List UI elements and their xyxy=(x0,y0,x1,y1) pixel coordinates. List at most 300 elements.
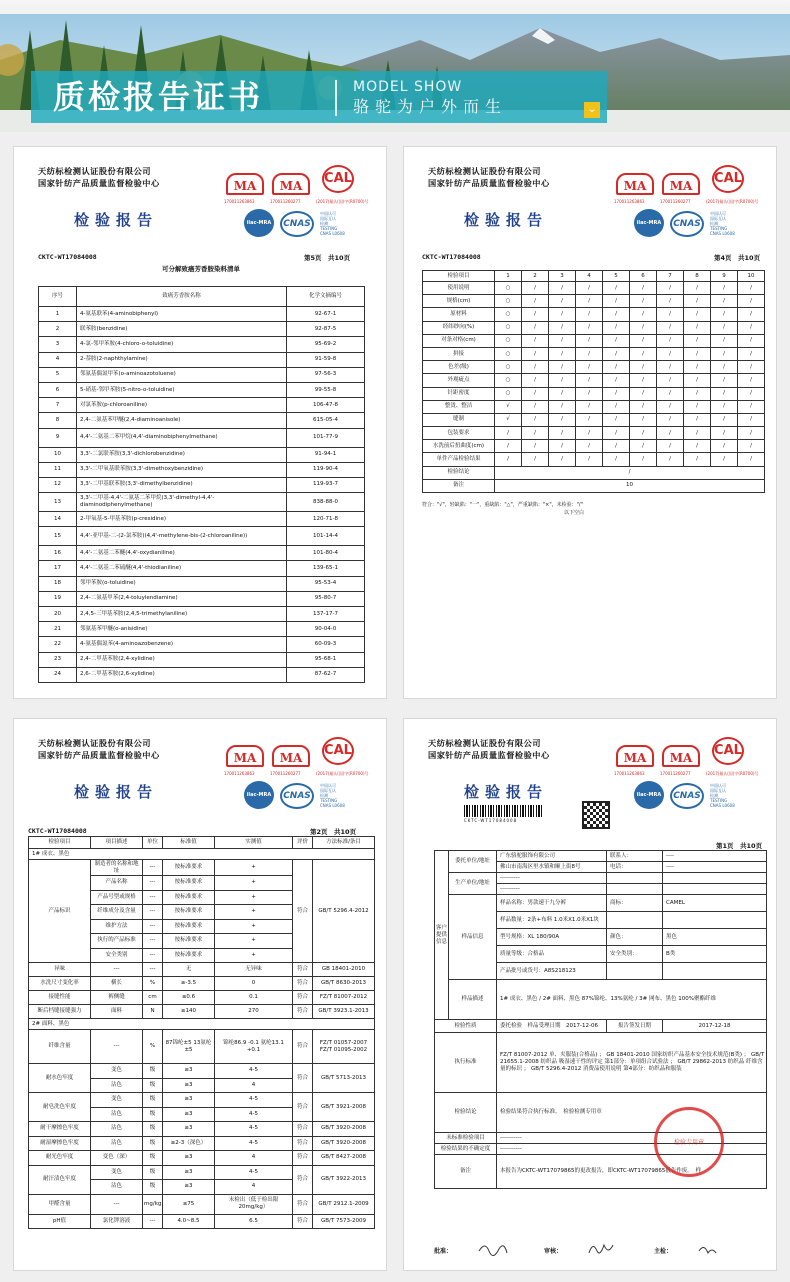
table-cell: 沾色 xyxy=(91,1078,143,1093)
page-number: 第1页 共10页 xyxy=(716,842,763,850)
table-row xyxy=(435,873,767,884)
table-cell: / xyxy=(603,427,630,440)
table-cell: 制造者的名称和地址 xyxy=(91,860,143,876)
table-cell: GB/T 7573-2009 xyxy=(313,1214,375,1229)
table-cell xyxy=(607,873,663,884)
table-cell: 5-硝基-邻甲苯胺(5-nitro-o-toluidine) xyxy=(77,382,287,397)
table-cell: / xyxy=(630,282,657,295)
table-cell: + xyxy=(215,919,293,934)
table-cell: 4-5 xyxy=(215,1165,293,1180)
report-card-page1 xyxy=(403,718,777,1271)
table-cell: GB/T 3920-2008 xyxy=(313,1136,375,1151)
table-cell: / xyxy=(684,387,711,400)
table-cell: 级 xyxy=(143,1151,163,1166)
table-row xyxy=(423,295,765,308)
table-cell: 9 xyxy=(39,428,77,447)
table-cell: 样品描述 xyxy=(449,980,497,1020)
table-cell: / xyxy=(522,440,549,453)
table-cell: ---------- xyxy=(497,884,607,895)
table-cell: 17 xyxy=(39,561,77,576)
cnas-logo: CNAS xyxy=(280,783,314,809)
table-row xyxy=(29,991,375,1005)
col-header: 项目描述 xyxy=(91,837,143,849)
org-header xyxy=(38,165,160,189)
table-cell: 92-87-5 xyxy=(287,322,365,337)
table-cell: 24 xyxy=(39,667,77,682)
table-row xyxy=(39,398,365,413)
table-header xyxy=(29,837,375,849)
table-cell: ≥3 xyxy=(163,1078,215,1093)
table-cell: 级 xyxy=(143,1180,163,1195)
barcode-text: CKTC-WT17084008 xyxy=(464,818,518,823)
table-cell: 按标准要求 xyxy=(163,919,215,934)
cnas-logo: CNAS xyxy=(280,211,314,237)
table-cell: / xyxy=(603,295,630,308)
table-row xyxy=(435,1020,767,1033)
table-cell: / xyxy=(711,453,738,466)
table-cell: / xyxy=(630,308,657,321)
table-cell: 针距密度 xyxy=(423,387,495,400)
table-cell: / xyxy=(549,282,576,295)
table-cell: FZ/T 81007-2012 单、夹服装(合格品) ； GB 18401-2010 国家纺织产品基本安全技术规范(B类) ； GB/T 21655.1-2008 纺织品 吸湿速干性的评定 第1部分：单项组合试验法 ； GB/T 29862-2013 纺织品 纤维含量的标识 ； GB/T 5296.4-2012 消费品使用说明 第4部分：纺织品和服装 xyxy=(497,1033,767,1093)
table-cell: 色差(级) xyxy=(423,361,495,374)
table-cell: / xyxy=(738,413,765,426)
col-header: 方法标准/条目 xyxy=(313,837,375,849)
table-row xyxy=(423,413,765,426)
table-cell: ≥3 xyxy=(163,1151,215,1166)
table-row xyxy=(423,334,765,347)
cal-logo: CAL xyxy=(322,165,354,193)
table-cell: / xyxy=(549,308,576,321)
appearance-table xyxy=(422,270,765,493)
table-row xyxy=(39,512,365,527)
table-cell: GB/T 8630-2013 xyxy=(313,977,375,991)
main-tester-label: 主检： xyxy=(654,1248,673,1255)
org-name: 天纺标检测认证股份有限公司 xyxy=(38,166,151,176)
table-cell: 2,4-二甲基苯胺(2,4-xylidine) xyxy=(77,652,287,667)
table-row xyxy=(29,1122,375,1137)
table-row xyxy=(423,374,765,387)
table-cell: / xyxy=(738,387,765,400)
table-cell: 2 xyxy=(39,322,77,337)
table-cell: / xyxy=(711,387,738,400)
table-cell: / xyxy=(522,308,549,321)
table-cell: 备注 xyxy=(423,479,495,492)
table-cell: / xyxy=(522,347,549,360)
table-row xyxy=(39,637,365,652)
table-cell: / xyxy=(630,334,657,347)
table-cell: 11 xyxy=(39,462,77,477)
table-cell: 耐湿摩擦色牢度 xyxy=(29,1136,91,1151)
table-cell: / xyxy=(576,387,603,400)
cal-number: (2017)量认(国)字(R0700)号 xyxy=(316,199,369,204)
table-row xyxy=(39,322,365,337)
table-cell: 4-5 xyxy=(215,1093,293,1108)
table-cell: GB/T 3921-2008 xyxy=(313,1093,375,1122)
table-cell: / xyxy=(630,453,657,466)
table-cell: 101-14-4 xyxy=(287,527,365,546)
table-cell: / xyxy=(495,466,765,479)
table-cell: 使用说明 xyxy=(423,282,495,295)
table-cell: 电话： xyxy=(607,862,663,873)
table-cell: 符合 xyxy=(293,1030,313,1064)
table-cell: 符合 xyxy=(293,977,313,991)
title-slogan: 骆驼为户外而生 xyxy=(353,97,508,116)
col-header: 致癌芳香胺名称 xyxy=(77,287,287,307)
table-cell: / xyxy=(630,413,657,426)
cnas-text: 中国认可 国际互认 检测 TESTING CNAS L0608 xyxy=(710,783,735,808)
table-cell: / xyxy=(576,413,603,426)
table-cell: 4-5 xyxy=(215,1122,293,1137)
table-row xyxy=(29,1005,375,1019)
table-cell: 耐水色牢度 xyxy=(29,1064,91,1093)
table-cell: / xyxy=(522,400,549,413)
table-cell: 检验结果符合执行标准。 检验检测专用章 xyxy=(497,1093,767,1133)
table-row xyxy=(39,561,365,576)
table-cell: / xyxy=(630,361,657,374)
col-header: 序号 xyxy=(39,287,77,307)
table-cell: 95-53-4 xyxy=(287,576,365,591)
table-cell: ○ xyxy=(495,295,522,308)
table-cell: √ xyxy=(495,400,522,413)
table-cell: / xyxy=(522,427,549,440)
ma-logo: MA xyxy=(616,173,654,195)
certification-logos xyxy=(224,165,384,245)
table-cell: / xyxy=(738,321,765,334)
qr-code xyxy=(582,801,610,829)
table-cell: / xyxy=(711,308,738,321)
table-cell: √ xyxy=(495,413,522,426)
table-cell: 4,4'-二氨基二苯硫醚(4,4'-thiodianiline) xyxy=(77,561,287,576)
table-cell: ≥3 xyxy=(163,1122,215,1137)
table-cell: 16 xyxy=(39,546,77,561)
table-cell: / xyxy=(630,295,657,308)
table-cell: 级 xyxy=(143,1093,163,1108)
table-cell: 13 xyxy=(39,493,77,512)
table-cell: / xyxy=(711,361,738,374)
table-cell xyxy=(663,963,767,980)
cnas-logo: CNAS xyxy=(670,783,704,809)
table-cell: 95-69-2 xyxy=(287,337,365,352)
table-cell: / xyxy=(684,374,711,387)
table-row xyxy=(39,447,365,462)
table-cell: 符合 xyxy=(293,1064,313,1093)
table-cell: 7 xyxy=(39,398,77,413)
table-cell: 拼接 xyxy=(423,347,495,360)
table-cell: 符合 xyxy=(293,1214,313,1229)
table-cell: GB 18401-2010 xyxy=(313,963,375,977)
table-cell: 4-5 xyxy=(215,1064,293,1079)
table-row xyxy=(39,413,365,428)
table-cell: 颜色： xyxy=(607,929,663,946)
table-cell xyxy=(663,884,767,895)
table-cell: 4-5 xyxy=(215,1136,293,1151)
table-subtitle: 可分解致癌芳香胺染料清单 xyxy=(162,265,240,273)
table-row xyxy=(435,895,767,912)
table-cell: / xyxy=(738,295,765,308)
table-cell: / xyxy=(684,400,711,413)
table-cell: % xyxy=(143,977,163,991)
table-cell: / xyxy=(630,400,657,413)
table-row xyxy=(423,347,765,360)
table-cell: 22 xyxy=(39,637,77,652)
table-cell: 符合 xyxy=(293,1122,313,1137)
table-cell: 水洗尺寸变化率 xyxy=(29,977,91,991)
table-cell: 0.1 xyxy=(215,991,293,1005)
table-cell: / xyxy=(549,361,576,374)
table-cell: 单件产品检验结果 xyxy=(423,453,495,466)
group-row xyxy=(29,849,375,860)
table-row xyxy=(423,440,765,453)
table-cell: 检验性质 xyxy=(435,1020,497,1033)
table-cell: % xyxy=(143,1030,163,1064)
table-cell: ○ xyxy=(495,334,522,347)
report-number: CKTC-WT17084008 xyxy=(28,827,87,835)
table-cell: / xyxy=(684,347,711,360)
col-header: 1 xyxy=(495,271,522,282)
table-cell: / xyxy=(576,334,603,347)
table-cell: 2-甲氧基-5-甲基苯胺(p-cresidine) xyxy=(77,512,287,527)
table-cell: / xyxy=(603,387,630,400)
table-cell: 3 xyxy=(39,337,77,352)
table-cell: / xyxy=(711,413,738,426)
certification-logos xyxy=(614,737,774,817)
table-cell: 符合 xyxy=(293,1194,313,1214)
table-cell: --- xyxy=(143,934,163,949)
table-cell: 4 xyxy=(215,1180,293,1195)
ilac-logo: ilac-MRA xyxy=(634,781,664,809)
table-cell: / xyxy=(684,308,711,321)
table-cell: / xyxy=(603,440,630,453)
table-cell: --- xyxy=(143,876,163,891)
table-cell: FZ/T 81007-2012 xyxy=(313,991,375,1005)
blank-note: 以下空白 xyxy=(564,510,585,516)
table-cell: 执行的产品标准 xyxy=(91,934,143,949)
table-cell: ≥3 xyxy=(163,1093,215,1108)
table-row xyxy=(39,428,365,447)
table-cell: / xyxy=(738,308,765,321)
ma-logo: MA xyxy=(226,173,264,195)
table-cell: CAMEL xyxy=(663,895,767,912)
table-cell: ○ xyxy=(495,374,522,387)
table-cell: ≥-3.5 xyxy=(163,977,215,991)
table-cell: 4,4'-二氨基二苯甲烷(4,4'-diaminobiphenylmethane) xyxy=(77,428,287,447)
table-cell: 91-94-1 xyxy=(287,447,365,462)
table-cell: + xyxy=(215,876,293,891)
table-cell: 级 xyxy=(143,1136,163,1151)
table-cell: 级 xyxy=(143,1064,163,1079)
table-cell: 按标准要求 xyxy=(163,890,215,905)
table-cell: / xyxy=(522,334,549,347)
report-card-page2 xyxy=(13,718,387,1271)
table-cell: 安全类别 xyxy=(91,948,143,963)
table-cell: 委托单位/地址 xyxy=(449,851,497,873)
table-cell: 符合 xyxy=(293,991,313,1005)
table-cell: / xyxy=(576,374,603,387)
ma-number: 170011263863 xyxy=(614,771,645,776)
table-row xyxy=(39,352,365,367)
table-cell: / xyxy=(603,282,630,295)
table-cell xyxy=(607,884,663,895)
table-cell: + xyxy=(215,905,293,920)
table-cell: / xyxy=(603,347,630,360)
table-cell: FZ/T 01057-2007 FZ/T 01095-2002 xyxy=(313,1030,375,1064)
cal-number: (2017)量认(国)字(R0700)号 xyxy=(316,771,369,776)
table-cell: ≥2-3（深色） xyxy=(163,1136,215,1151)
table-cell: / xyxy=(630,440,657,453)
table-cell: 14 xyxy=(39,512,77,527)
table-cell: / xyxy=(576,321,603,334)
table-cell: 邻甲苯胺(o-toluidine) xyxy=(77,576,287,591)
table-cell: 耐光色牢度 xyxy=(29,1151,91,1166)
table-cell: / xyxy=(576,440,603,453)
col-header: 单位 xyxy=(143,837,163,849)
table-cell: 符合 xyxy=(293,1136,313,1151)
table-cell: / xyxy=(576,295,603,308)
table-cell: --- xyxy=(143,860,163,876)
col-header: 评价 xyxy=(293,837,313,849)
table-cell: / xyxy=(657,361,684,374)
table-cell: 裤侧缝 xyxy=(91,991,143,1005)
table-row xyxy=(435,980,767,1020)
table-cell: 符合 xyxy=(293,1005,313,1019)
table-cell: 2017-12-18 xyxy=(663,1020,767,1033)
table-cell: / xyxy=(711,334,738,347)
table-cell: / xyxy=(522,295,549,308)
table-cell: ≥3 xyxy=(163,1064,215,1079)
table-cell: 未标准检验项目 xyxy=(435,1133,497,1144)
table-row xyxy=(423,321,765,334)
col-header: 3 xyxy=(549,271,576,282)
ma-logo: MA xyxy=(272,745,310,767)
table-cell: 4.0~8.5 xyxy=(163,1214,215,1229)
table-cell: / xyxy=(738,440,765,453)
table-cell: / xyxy=(495,440,522,453)
col-header: 6 xyxy=(630,271,657,282)
table-cell: 4-5 xyxy=(215,1107,293,1122)
ma-logo: MA xyxy=(662,173,700,195)
table-row xyxy=(29,1093,375,1108)
table-cell: 4,4'-二氨基二苯醚(4,4'-oxydianiline) xyxy=(77,546,287,561)
table-cell xyxy=(663,912,767,929)
table-row xyxy=(29,963,375,977)
table-cell: 1# 成衣、黑色 xyxy=(29,849,375,860)
table-cell: 按标准要求 xyxy=(163,860,215,876)
table-cell: 沾色 xyxy=(91,1136,143,1151)
table-cell: ≥3 xyxy=(163,1107,215,1122)
banner xyxy=(0,0,790,132)
ma-number: 170011260277 xyxy=(660,199,691,204)
col-header: 5 xyxy=(603,271,630,282)
table-cell: pH值 xyxy=(29,1214,91,1229)
table-cell: N xyxy=(143,1005,163,1019)
table-row xyxy=(423,400,765,413)
col-header: 实测值 xyxy=(215,837,293,849)
table-cell: 119-90-4 xyxy=(287,462,365,477)
inspection-stamp: 检验专用章 xyxy=(654,1107,724,1177)
table-cell: / xyxy=(576,400,603,413)
table-cell: mg/kg xyxy=(143,1194,163,1214)
table-cell: 佛山市南海区里水镇和顺上街8号 xyxy=(497,862,607,873)
table-row xyxy=(39,367,365,382)
org-header xyxy=(38,737,160,761)
table-cell: 甲醛含量 xyxy=(29,1194,91,1214)
cal-number: (2017)量认(国)字(R0700)号 xyxy=(706,771,759,776)
table-cell: 纤维含量 xyxy=(29,1030,91,1064)
table-cell: / xyxy=(684,453,711,466)
table-cell: 级 xyxy=(143,1078,163,1093)
table-row xyxy=(29,1214,375,1229)
table-cell: / xyxy=(576,361,603,374)
table-cell: 耐皂洗色牢度 xyxy=(29,1093,91,1122)
table-cell: 检验结论 xyxy=(423,466,495,479)
table-cell: 4 xyxy=(39,352,77,367)
table-row xyxy=(29,1064,375,1079)
report-card-page4 xyxy=(403,146,777,699)
table-cell: 2-萘胺(2-naphthylamine) xyxy=(77,352,287,367)
table-row xyxy=(423,361,765,374)
table-cell: 联苯胺(benzidine) xyxy=(77,322,287,337)
table-cell: 产品名称 xyxy=(91,876,143,891)
table-cell: 6 xyxy=(39,382,77,397)
table-cell: ○ xyxy=(495,308,522,321)
table-cell: 缝制 xyxy=(423,413,495,426)
table-cell: 接缝性能 xyxy=(29,991,91,1005)
legend-note: 符合："√"，轻缺陷："一"，重缺陷："△"，严重缺陷："×"，未检验："/" xyxy=(422,502,583,508)
table-cell: 沾色 xyxy=(91,1180,143,1195)
table-cell: 检验结论 xyxy=(435,1093,497,1133)
report-title: 检验报告 xyxy=(464,783,549,801)
table-cell: / xyxy=(549,440,576,453)
report-number: CKTC-WT17084008 xyxy=(422,253,481,261)
table-cell: 广东骆驼服饰有限公司 xyxy=(497,851,607,862)
table-cell: 615-05-4 xyxy=(287,413,365,428)
col-header: 化学文摘编号 xyxy=(287,287,365,307)
table-cell: 联系人： xyxy=(607,851,663,862)
table-cell: 15 xyxy=(39,527,77,546)
table-cell: 4 xyxy=(215,1078,293,1093)
table-cell: / xyxy=(576,347,603,360)
org-name: 天纺标检测认证股份有限公司 xyxy=(38,738,151,748)
table-cell: 101-77-9 xyxy=(287,428,365,447)
table-cell: 规格(cm) xyxy=(423,295,495,308)
table-cell: / xyxy=(657,453,684,466)
table-cell: 12 xyxy=(39,477,77,492)
table-cell: 92-67-1 xyxy=(287,307,365,322)
table-row xyxy=(39,493,365,512)
table-cell: 对条对格(cm) xyxy=(423,334,495,347)
table-cell: 按标准要求 xyxy=(163,948,215,963)
table-cell: 黑色 xyxy=(663,929,767,946)
amine-table xyxy=(38,286,365,683)
table-cell: 4 xyxy=(215,1151,293,1166)
table-cell: 90-04-0 xyxy=(287,622,365,637)
table-cell: 无 xyxy=(163,963,215,977)
table-cell: / xyxy=(684,334,711,347)
report-card-page5 xyxy=(13,146,387,699)
table-cell: / xyxy=(711,282,738,295)
table-cell: 级 xyxy=(143,1122,163,1137)
table-cell: / xyxy=(738,453,765,466)
approver-label: 批准： xyxy=(434,1248,453,1255)
table-cell: 型号规格：XL 180/90A xyxy=(497,929,607,946)
org-name: 天纺标检测认证股份有限公司 xyxy=(428,738,541,748)
table-cell: 3,3'-二甲氧基联苯胺(3,3'-dimethoxybenzidine) xyxy=(77,462,287,477)
table-cell: ----------- xyxy=(497,1144,767,1155)
table-cell: / xyxy=(495,453,522,466)
table-cell: / xyxy=(684,413,711,426)
table-row xyxy=(29,1030,375,1064)
